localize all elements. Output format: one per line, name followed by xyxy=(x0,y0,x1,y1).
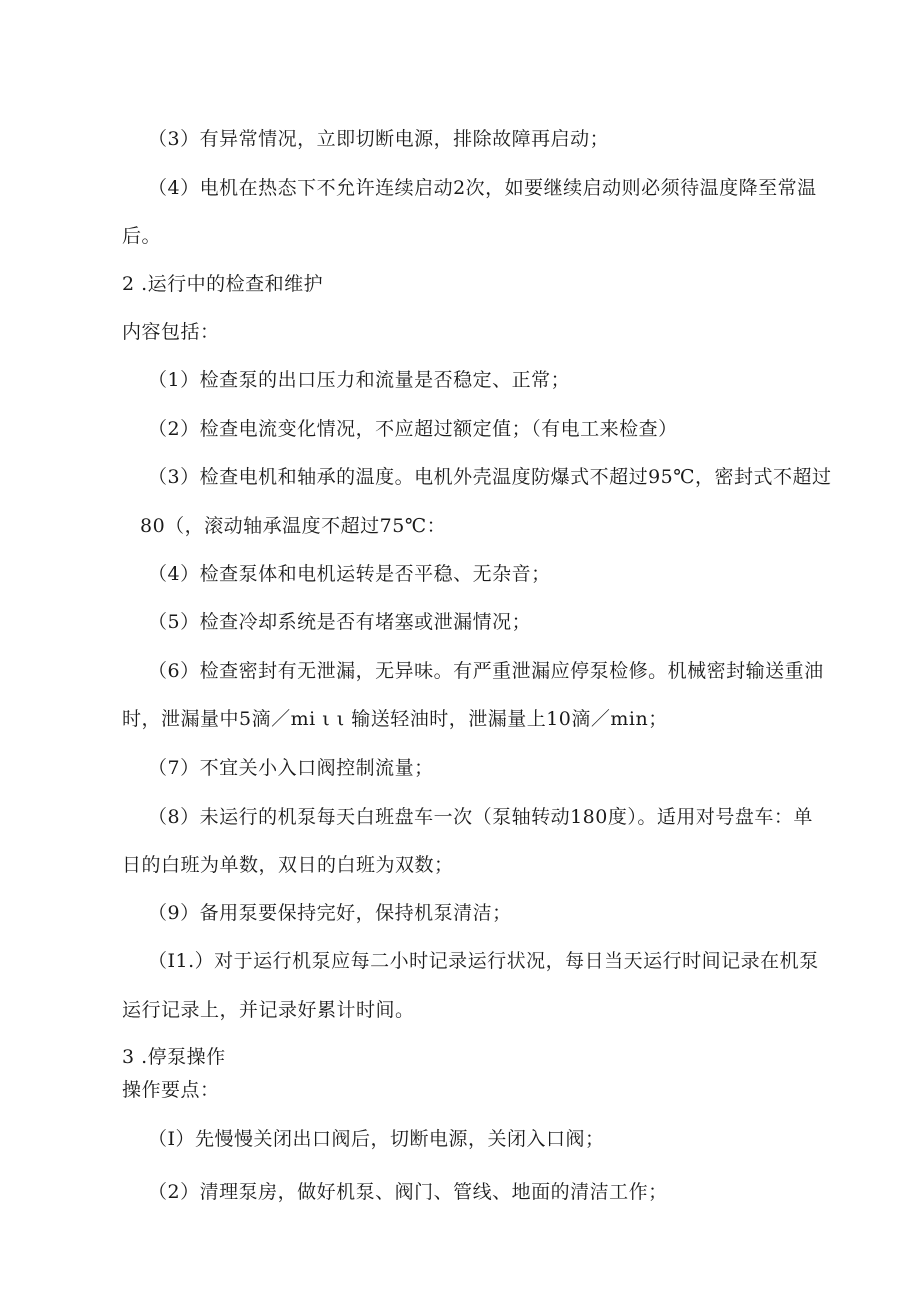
text-line-clean-room: （2）清理泵房，做好机泵、阀门、管线、地面的清洁工作； xyxy=(148,1181,668,1203)
text-line-check-running: （4）检查泵体和电机运转是否平稳、无杂音； xyxy=(148,563,551,585)
text-line-check-temperature: （3）检查电机和轴承的温度。电机外壳温度防爆式不超过95℃，密封式不超过 xyxy=(148,466,832,488)
text-line-hot-start-limit: （4）电机在热态下不允许连续启动2次，如要继续启动则必须待温度降至常温 xyxy=(148,177,817,199)
text-line-temperature-cont: 80（，滚动轴承温度不超过75℃： xyxy=(140,515,447,537)
text-line-idle-pump-cont: 日的白班为单数，双日的白班为双数； xyxy=(122,854,454,876)
text-line-stop-on-abnormal: （3）有异常情况，立即切断电源，排除故障再启动； xyxy=(148,128,610,150)
text-line-check-seal: （6）检查密封有无泄漏，无异味。有严重泄漏应停泵检修。机械密封输送重油 xyxy=(148,660,824,682)
text-line-check-current: （2）检查电流变化情况，不应超过额定值；（有电工来检查） xyxy=(148,418,678,440)
text-line-seal-cont: 时，泄漏量中5滴／mi ι ι 输送轻油时，泄漏量上10滴／min； xyxy=(122,708,668,730)
text-line-hot-start-cont: 后。 xyxy=(122,225,162,247)
text-line-contents: 内容包括： xyxy=(122,321,220,343)
section-heading-stop: 3 .停泵操作 xyxy=(122,1046,226,1068)
text-line-close-outlet: （I）先慢慢关闭出口阀后，切断电源，关闭入口阀； xyxy=(148,1128,605,1150)
section-heading-inspection: 2 .运行中的检查和维护 xyxy=(122,273,324,295)
text-line-check-cooling: （5）检查冷却系统是否有堵塞或泄漏情况； xyxy=(148,611,532,633)
text-line-inlet-valve: （7）不宜关小入口阀控制流量； xyxy=(148,757,434,779)
text-line-check-pressure: （1）检查泵的出口压力和流量是否稳定、正常； xyxy=(148,369,571,391)
text-line-record-status: （I1.）对于运行机泵应每二小时记录运行状况，每日当天运行时间记录在机泵 xyxy=(148,950,819,972)
text-line-record-status-cont: 运行记录上，并记录好累计时间。 xyxy=(122,999,415,1021)
text-line-idle-pump: （8）未运行的机泵每天白班盘车一次（泵轴转动180度）。适用对号盘车：单 xyxy=(148,806,813,828)
text-line-standby-pump: （9）备用泵要保持完好，保持机泵清洁； xyxy=(148,902,512,924)
text-line-key-points: 操作要点： xyxy=(122,1079,220,1101)
